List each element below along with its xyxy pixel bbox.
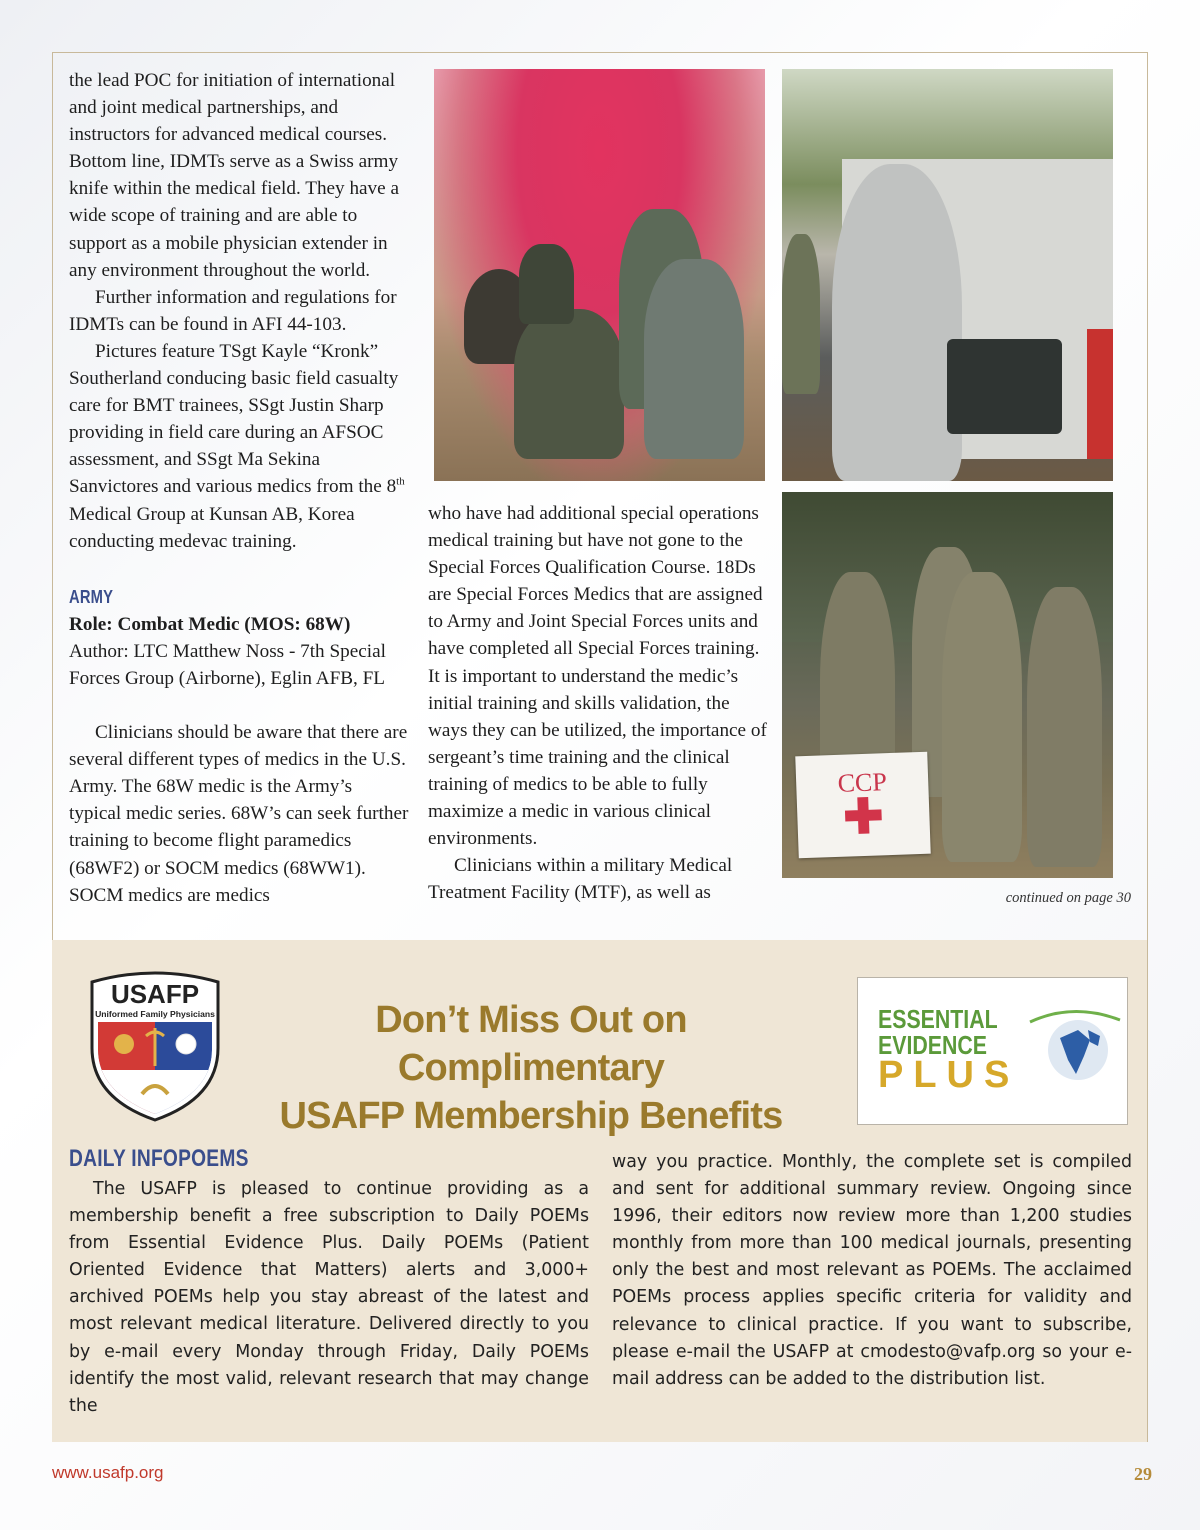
photo-caption-paragraph: Pictures feature TSgt Kayle “Kronk” Southerland conducing basic field casualty care for BMT trainees, SSgt Justin Sharp providing in field care during an AFSOC assessment, and SSgt Ma Sekina Sanvictores and various medics from the 8th Medical Group at Kunsan AB, Korea conducting medevac training. (69, 340, 405, 552)
ad-headline (240, 996, 822, 1140)
ad-column-2 (612, 1149, 1132, 1393)
eep-logo-line-1: ESSENTIAL (878, 1004, 998, 1034)
ad-column-1 (69, 1176, 589, 1420)
red-cross-icon: ✚ (842, 790, 885, 845)
article-paragraph: Clinicians within a military Medical Treatment Facility (MTF), as well as (428, 855, 733, 904)
eep-logo-line-2: EVIDENCE (878, 1030, 987, 1060)
section-heading-daily-infopoems: DAILY INFOPOEMS (69, 1145, 249, 1172)
essential-evidence-plus-logo (857, 977, 1128, 1125)
article-column-1 (69, 67, 409, 909)
usafp-shield-logo (88, 970, 222, 1122)
photo-soldier (519, 244, 574, 324)
section-heading-army: ARMY (69, 586, 114, 607)
ad-headline-line-1: Don’t Miss Out on Complimentary (375, 999, 687, 1089)
photo-vehicle-light (1087, 329, 1113, 459)
photo-monitor (947, 339, 1062, 434)
photo-soldier (942, 572, 1022, 862)
article-column-2 (428, 500, 768, 906)
photo-soldier (644, 259, 744, 459)
article-paragraph: Clinicians should be aware that there are several different types of medics in the U.S. Army. The 68W medic is the Army’s typical medic series. 68W’s can seek further training to become flight paramedics (68WF2) or SOCM medics (68WW1). SOCM medics are medics (69, 722, 409, 906)
ccp-sign (795, 752, 930, 859)
usafp-logo-subtext: Uniformed Family Physicians (95, 1009, 215, 1019)
ad-headline-line-2: USAFP Membership Benefits (279, 1095, 783, 1137)
eep-logo-line-3: PLUS (878, 1054, 1020, 1096)
article-paragraph: the lead POC for initiation of international and joint medical partnerships, and instructors for advanced medical courses. Bottom line, IDMTs serve as a Swiss army knife within the medical field. They have a wide scope of training and are able to support as a mobile physician extender in any environment throughout the world. (69, 70, 399, 281)
photo-soldier (1027, 587, 1102, 867)
photo-soldier (514, 309, 624, 459)
author-line: Author: LTC Matthew Noss - 7th Special Forces Group (Airborne), Eglin AFB, FL (69, 640, 386, 689)
photo-medevac-training (782, 492, 1113, 878)
ad-paragraph: The USAFP is pleased to continue providing as a membership benefit a free subscription to Daily POEMs from Essential Evidence Plus. Daily POEMs (Patient Oriented Evidence that Matters) alerts and 3,000+ archived POEMs help you stay abreast of the latest and most relevant medical literature. Delivered directly to you by e-mail every Monday through Friday, Daily POEMs identify the most valid, relevant research that may change the (69, 1179, 589, 1416)
photo-medic (832, 164, 962, 481)
ad-paragraph: way you practice. Monthly, the complete set is compiled and sent for additional summary review. Ongoing since 1996, their editors now review more than 1,200 studies monthly from more than 100 medical journals, presenting only the best and most relevant as POEMs. The acclaimed POEMs process applies specific criteria for validity and relevance to clinical practice. If you want to subscribe, please e-mail the USAFP at cmodesto@vafp.org so your e-mail address can be added to the distribution list. (612, 1152, 1132, 1389)
footer-url-link[interactable]: www.usafp.org (52, 1463, 164, 1482)
continued-note: continued on page 30 (1005, 890, 1131, 906)
usafp-logo-text: USAFP (110, 979, 200, 1009)
globe-icon (1028, 1000, 1123, 1090)
article-paragraph: who have had additional special operations medical training but have not gone to the Special Forces Qualification Course. 18Ds are Special Forces Medics that are assigned to Army and Joint Special Forces units and have completed all Special Forces training. It is important to understand the medic’s initial training and skills validation, the ways they can be utilized, the importance of sergeant’s time training and the clinical training of medics to be able to fully maximize a medic in various clinical environments. (428, 503, 767, 850)
article-paragraph: Further information and regulations for IDMTs can be found in AFI 44-103. (69, 286, 397, 335)
photo-field-care-assessment (782, 69, 1113, 481)
ccp-sign-text: CCP (837, 767, 888, 798)
role-line: Role: Combat Medic (MOS: 68W) (69, 613, 351, 635)
photo-field-casualty-care (434, 69, 765, 481)
page-number: 29 (1134, 1464, 1152, 1484)
photo-soldier (782, 234, 820, 394)
